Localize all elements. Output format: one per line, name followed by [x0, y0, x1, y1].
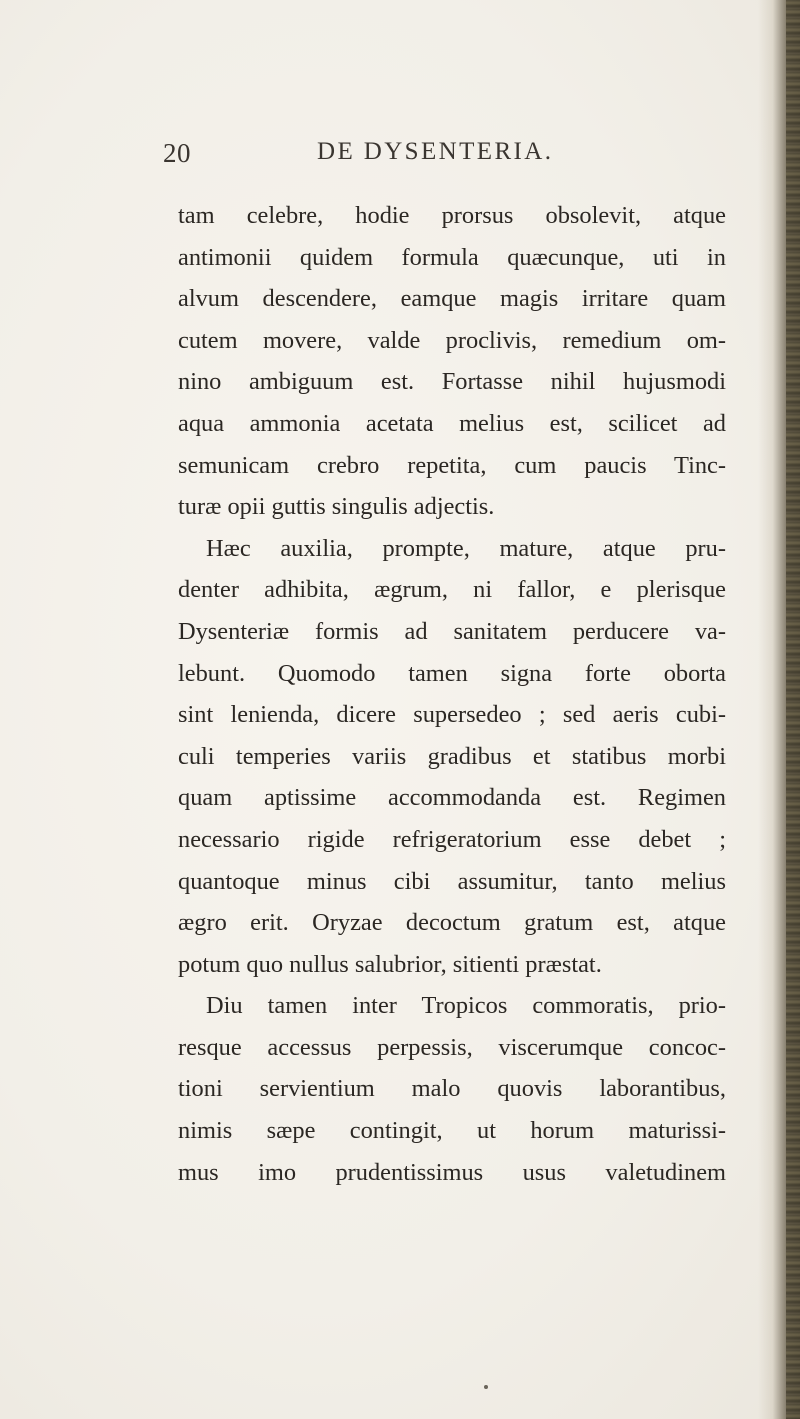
print-speck — [484, 1385, 488, 1389]
text-line: alvum descendere, eamque magis irritare quam — [178, 285, 726, 313]
paragraph-start-line: Diu tamen inter Tropicos commoratis, prio- — [206, 992, 726, 1020]
text-line: lebunt. Quomodo tamen signa forte oborta — [178, 659, 726, 687]
text-line: antimonii quidem formula quæcunque, uti in — [178, 243, 726, 271]
text-line: tioni servientium malo quovis laborantibus, — [178, 1075, 726, 1103]
text-line: ægro erit. Oryzae decoctum gratum est, atque — [178, 909, 726, 937]
text-line: sint lenienda, dicere supersedeo ; sed aeris cubi- — [178, 701, 726, 729]
running-title: DE DYSENTERIA. — [317, 138, 554, 165]
text-line: necessario rigide refrigeratorium esse debet ; — [178, 825, 726, 853]
text-line: denter adhibita, ægrum, ni fallor, e plerisque — [178, 576, 726, 604]
text-line: resque accessus perpessis, viscerumque concoc- — [178, 1033, 726, 1061]
text-line: nimis sæpe contingit, ut horum maturissi- — [178, 1117, 726, 1145]
book-fore-edge — [786, 0, 800, 1419]
text-line: turæ opii guttis singulis adjectis. — [178, 493, 495, 521]
text-line: quantoque minus cibi assumitur, tanto melius — [178, 867, 726, 895]
paragraph-start-line: Hæc auxilia, prompte, mature, atque pru- — [206, 534, 726, 562]
text-line: mus imo prudentissimus usus valetudinem — [178, 1158, 726, 1186]
text-line: nino ambiguum est. Fortasse nihil hujusmodi — [178, 368, 726, 396]
text-line: quam aptissime accommodanda est. Regimen — [178, 784, 726, 812]
text-line: cutem movere, valde proclivis, remedium om- — [178, 326, 726, 354]
text-line: potum quo nullus salubrior, sitienti præstat. — [178, 950, 602, 978]
page-number: 20 — [163, 138, 191, 168]
running-head — [163, 138, 723, 178]
text-line: culi temperies variis gradibus et statibus morbi — [178, 742, 726, 770]
text-line: aqua ammonia acetata melius est, scilicet ad — [178, 409, 726, 437]
body-text — [178, 195, 726, 1193]
text-line: semunicam crebro repetita, cum paucis Tinc- — [178, 451, 726, 479]
text-line: tam celebre, hodie prorsus obsolevit, atque — [178, 202, 726, 229]
text-line: Dysenteriæ formis ad sanitatem perducere va- — [178, 617, 726, 645]
